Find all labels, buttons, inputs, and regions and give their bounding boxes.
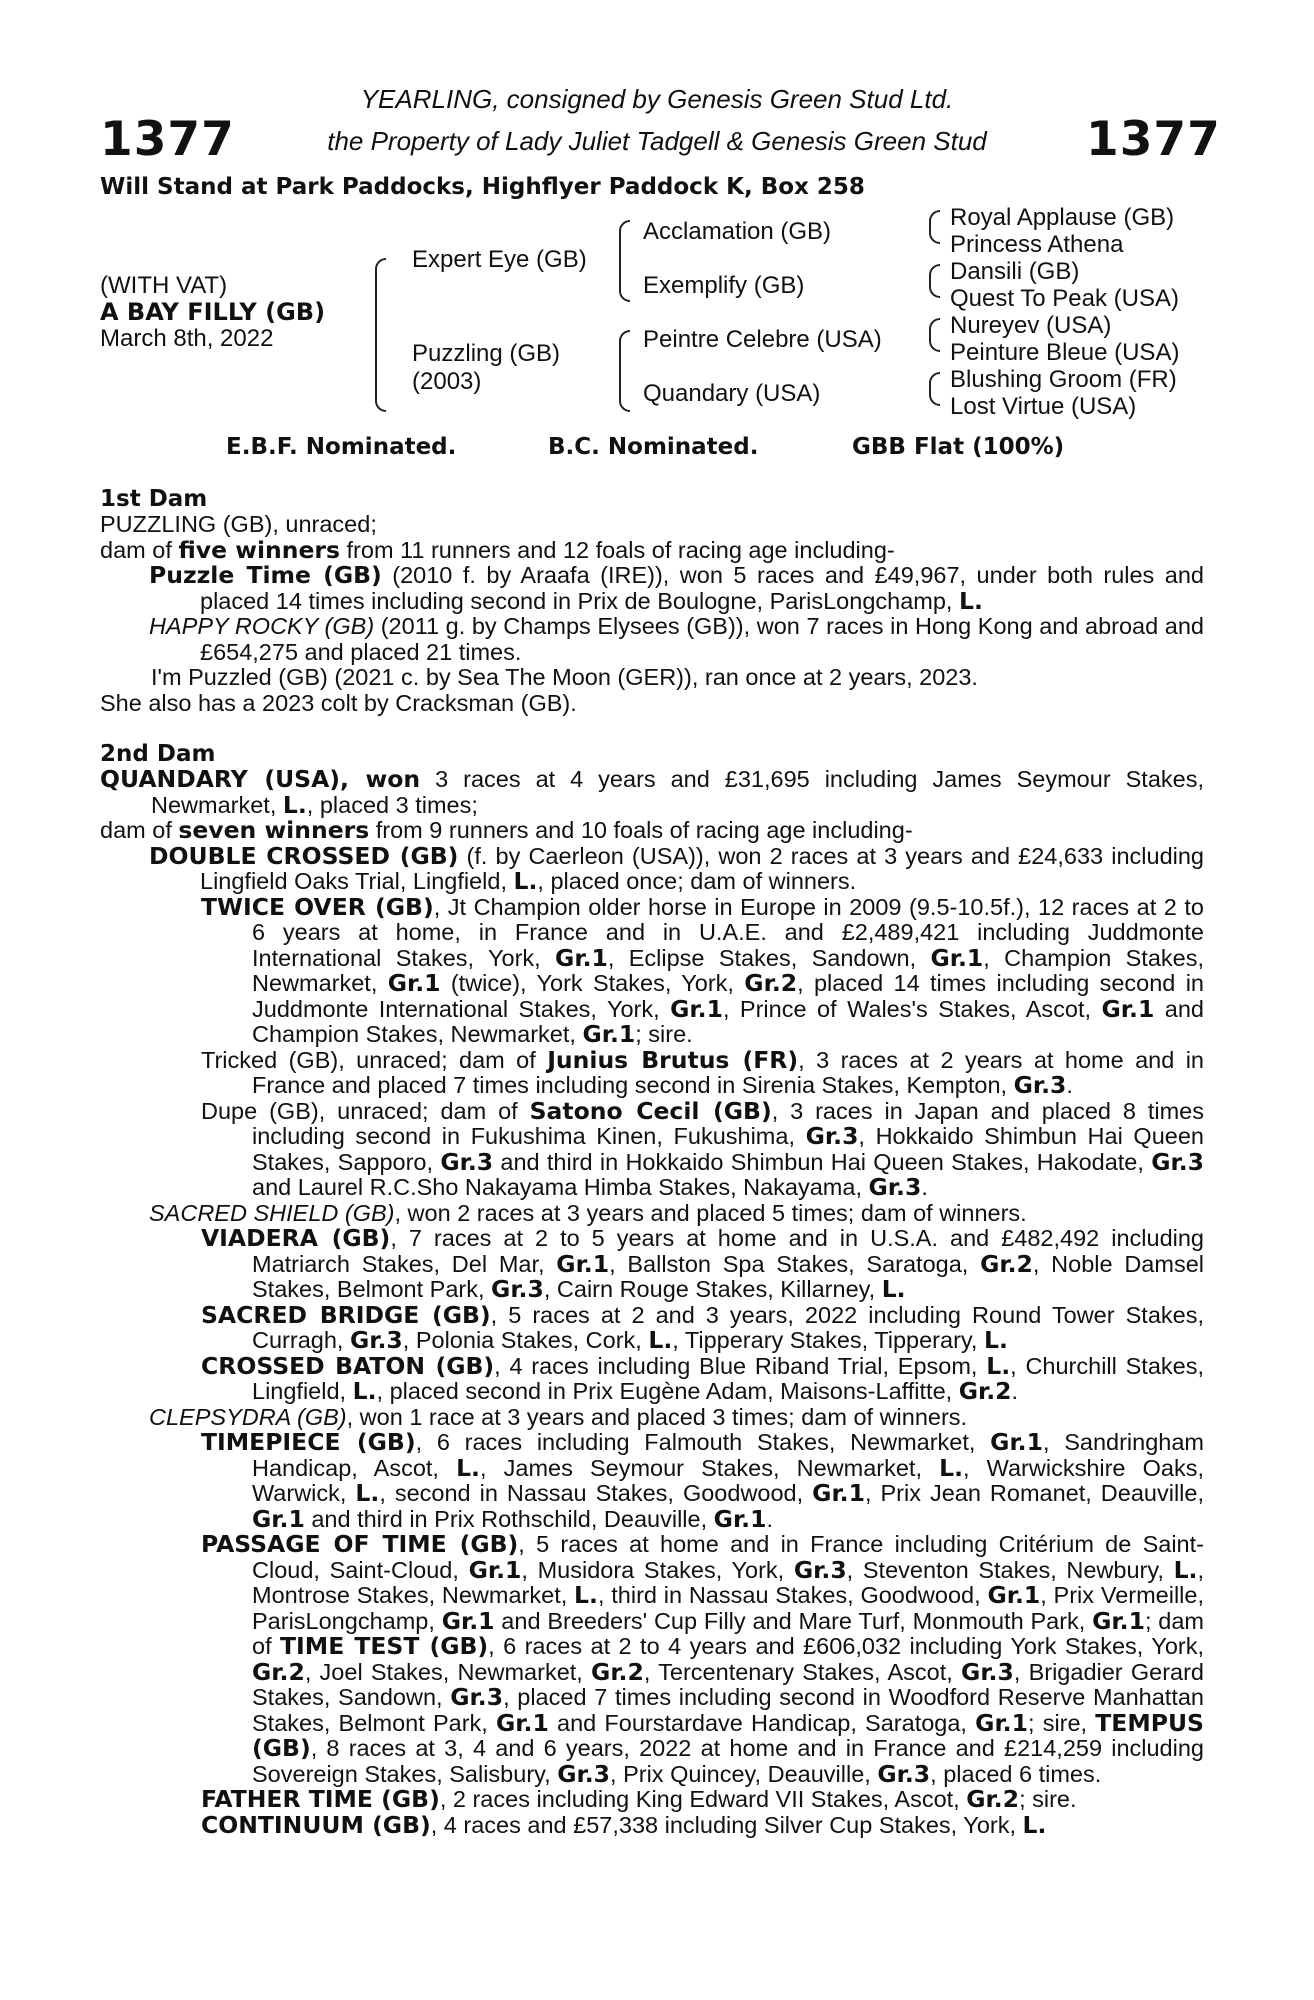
pedigree-g3-8: Lost Virtue (USA): [950, 393, 1137, 420]
second-dam-intro: dam of seven winners from 9 runners and 10 foals of racing age including-: [100, 816, 913, 844]
entry-dupe: Dupe (GB), unraced; dam of Satono Cecil (GB), 3 races in Japan and placed 8 times including second in Fukushima Kinen, Fukushima, Gr.3, Hokkaido Shimbun Hai Queen Stakes, Sapporo, Gr.3 and third in Hokkaido Shimbun Hai Queen Stakes, Hakodate, Gr.3 and Laurel R.C.Sho Nakayama Himba Stakes, Nakayama, Gr.3.: [201, 1096, 1204, 1201]
entry-clepsydra: CLEPSYDRA (GB), won 1 race at 3 years and placed 3 times; dam of winners.: [149, 1403, 968, 1430]
consignment-line-1: YEARLING, consigned by Genesis Green Stud Ltd.: [360, 84, 954, 114]
foaling-date: March 8th, 2022: [100, 325, 274, 352]
pedigree-sire-sire: Acclamation (GB): [643, 218, 832, 245]
second-dam-heading: 2nd Dam: [100, 741, 216, 767]
pedigree-dam: Puzzling (GB): [412, 340, 561, 367]
produce-im-puzzled: I'm Puzzled (GB) (2021 c. by Sea The Moon (GER)), ran once at 2 years, 2023.: [151, 664, 978, 690]
entry-viadera: VIADERA (GB), 7 races at 2 to 5 years at home and in U.S.A. and £482,492 including Matriarch Stakes, Del Mar, Gr.1, Ballston Spa Stakes, Saratoga, Gr.2, Noble Damsel Stakes, Belmont Park, Gr.3, Cairn Rouge Stakes, Killarney, L.: [201, 1224, 1205, 1303]
first-dam-heading: 1st Dam: [100, 486, 208, 512]
produce-2023-colt: She also has a 2023 colt by Cracksman (GB).: [100, 689, 577, 716]
pedigree-dam-sire: Peintre Celebre (USA): [643, 326, 882, 353]
entry-double-crossed: DOUBLE CROSSED (GB) (f. by Caerleon (USA)), won 2 races at 3 years and £24,633 including Lingfield Oaks Trial, Lingfield, L., placed once; dam of winners.: [149, 841, 1204, 895]
pedigree-brace-g3-4: [929, 372, 940, 406]
gbb-flat: GBB Flat (100%): [852, 434, 1065, 460]
stand-location: Will Stand at Park Paddocks, Highflyer Paddock K, Box 258: [100, 174, 865, 200]
produce-happy-rocky: HAPPY ROCKY (GB) (2011 g. by Champs Elysees (GB)), won 7 races in Hong Kong and abroad and £654,275 and placed 21 times.: [149, 613, 1204, 665]
first-dam-section: [100, 512, 1204, 716]
entry-sacred-bridge: SACRED BRIDGE (GB), 5 races at 2 and 3 years, 2022 including Round Tower Stakes, Curragh, Gr.3, Polonia Stakes, Cork, L., Tipperary Stakes, Tipperary, L.: [201, 1300, 1204, 1354]
pedigree-g3-2: Princess Athena: [950, 231, 1124, 258]
pedigree-g3-1: Royal Applause (GB): [950, 204, 1175, 231]
entry-father-time: FATHER TIME (GB), 2 races including King Edward VII Stakes, Ascot, Gr.2; sire.: [201, 1785, 1077, 1813]
horse-description: A BAY FILLY (GB): [100, 298, 326, 326]
pedigree-dam-dam: Quandary (USA): [643, 380, 821, 407]
entry-tricked: Tricked (GB), unraced; dam of Junius Brutus (FR), 3 races at 2 years at home and in France and placed 7 times including second in Sirenia Stakes, Kempton, Gr.3.: [201, 1045, 1204, 1099]
pedigree-g3-3: Dansili (GB): [950, 258, 1080, 285]
produce-puzzle-time: Puzzle Time (GB) (2010 f. by Araafa (IRE)), won 5 races and £49,967, under both rules and placed 14 times including second in Prix de Boulogne, ParisLongchamp, L.: [149, 561, 1205, 615]
entry-continuum: CONTINUUM (GB), 4 races and £57,338 including Silver Cup Stakes, York, L.: [201, 1810, 1047, 1839]
pedigree-g3-5: Nureyev (USA): [950, 312, 1112, 339]
first-dam-name: PUZZLING (GB), unraced;: [100, 511, 377, 537]
lot-number-right: 1377: [1086, 112, 1221, 167]
pedigree-g3-4: Quest To Peak (USA): [950, 285, 1179, 312]
pedigree-brace-main: [375, 258, 386, 412]
pedigree-brace-g3-2: [929, 264, 940, 298]
entry-timepiece: TIMEPIECE (GB), 6 races including Falmouth Stakes, Newmarket, Gr.1, Sandringham Handicap, Ascot, L., James Seymour Stakes, Newmarket, L., Warwickshire Oaks, Warwick, L., second in Nassau Stakes, Goodwood, Gr.1, Prix Jean Romanet, Deauville, Gr.1 and third in Prix Rothschild, Deauville, Gr.1.: [201, 1428, 1205, 1533]
pedigree-sire-dam: Exemplify (GB): [643, 272, 805, 299]
pedigree-dam-year: (2003): [412, 368, 482, 395]
bc-nomination: B.C. Nominated.: [548, 434, 759, 460]
pedigree-brace-g3-3: [929, 318, 940, 352]
vat-label: (WITH VAT): [100, 272, 228, 299]
pedigree-sire: Expert Eye (GB): [412, 246, 587, 273]
lot-number-left: 1377: [100, 112, 235, 167]
pedigree-brace-g3-1: [929, 210, 940, 244]
entry-crossed-baton: CROSSED BATON (GB), 4 races including Blue Riband Trial, Epsom, L., Churchill Stakes, Lingfield, L., placed second in Prix Eugène Adam, Maisons-Laffitte, Gr.2.: [201, 1351, 1204, 1405]
consignment-line-2: the Property of Lady Juliet Tadgell & Genesis Green Stud: [327, 126, 987, 156]
entry-passage-of-time: PASSAGE OF TIME (GB), 5 races at home and in France including Critérium de Saint-Cloud, Saint-Cloud, Gr.1, Musidora Stakes, York, Gr.3, Steventon Stakes, Newbury, L., Montrose Stakes, Newmarket, L., third in Nassau Stakes, Goodwood, Gr.1, Prix Vermeille, ParisLongchamp, Gr.1 and Breeders' Cup Filly and Mare Turf, Monmouth Park, Gr.1; dam of TIME TEST (GB), 6 races at 2 to 4 years and £606,032 including York Stakes, York, Gr.2, Joel Stakes, Newmarket, Gr.2, Tercentenary Stakes, Ascot, Gr.3, Brigadier Gerard Stakes, Sandown, Gr.3, placed 7 times including second in Woodford Reserve Manhattan Stakes, Belmont Park, Gr.1 and Fourstardave Handicap, Saratoga, Gr.1; sire, TEMPUS (GB), 8 races at 3, 4 and 6 years, 2022 at home and in France and £214,259 including Sovereign Stakes, Salisbury, Gr.3, Prix Quincey, Deauville, Gr.3, placed 6 times.: [201, 1530, 1204, 1788]
entry-sacred-shield: SACRED SHIELD (GB), won 2 races at 3 years and placed 5 times; dam of winners.: [149, 1199, 1027, 1226]
pedigree-g3-7: Blushing Groom (FR): [950, 366, 1177, 393]
ebf-nomination: E.B.F. Nominated.: [226, 434, 457, 460]
pedigree-g3-6: Peinture Bleue (USA): [950, 339, 1180, 366]
first-dam-intro: dam of five winners from 11 runners and 12 foals of racing age including-: [100, 535, 895, 564]
pedigree-brace-dam: [619, 330, 630, 412]
pedigree-brace-sire: [619, 220, 630, 302]
second-dam-record: QUANDARY (USA), won 3 races at 4 years and £31,695 including James Seymour Stakes, Newmarket, L., placed 3 times;: [100, 765, 1204, 819]
entry-twice-over: TWICE OVER (GB), Jt Champion older horse in Europe in 2009 (9.5-10.5f.), 12 races at 2 to 6 years at home, in France and in U.A.E. and £2,489,421 including Juddmonte International Stakes, York, Gr.1, Eclipse Stakes, Sandown, Gr.1, Champion Stakes, Newmarket, Gr.1 (twice), York Stakes, York, Gr.2, placed 14 times including second in Juddmonte International Stakes, York, Gr.1, Prince of Wales's Stakes, Ascot, Gr.1 and Champion Stakes, Newmarket, Gr.1; sire.: [201, 892, 1205, 1048]
second-dam-section: [100, 767, 1204, 1838]
